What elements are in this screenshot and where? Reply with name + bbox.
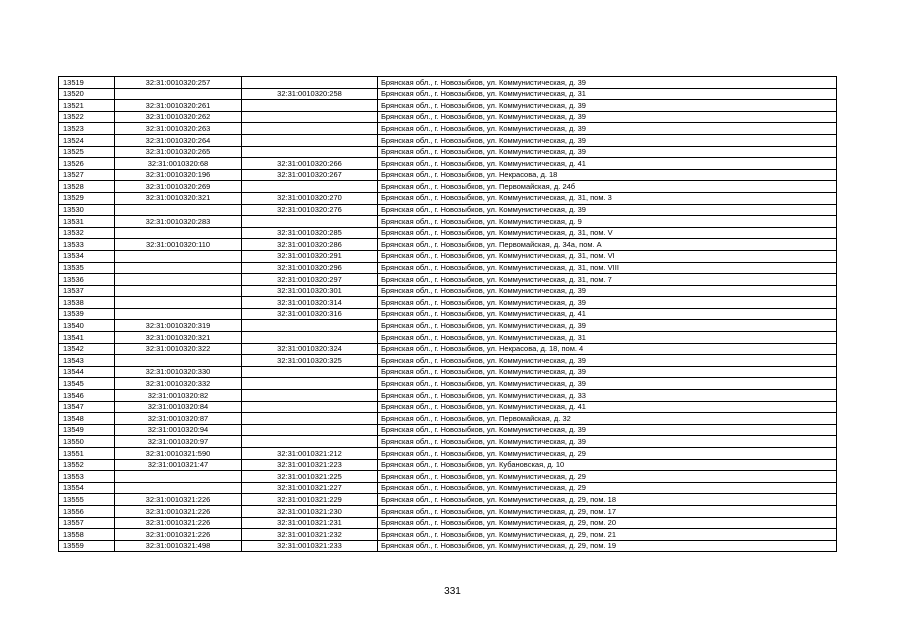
- table-row: [59, 134, 837, 146]
- address-cell: Брянская обл., г. Новозыбков, ул. Коммунистическая, д. 39: [378, 100, 837, 112]
- row-number-cell: 13536: [59, 274, 115, 286]
- cadastral-number-cell: [115, 308, 242, 320]
- cadastral-number-cell: 32:31:0010320:264: [115, 134, 242, 146]
- related-cadastral-number-cell: 32:31:0010321:223: [242, 459, 378, 471]
- row-number-cell: 13541: [59, 332, 115, 344]
- table-row: [59, 355, 837, 367]
- address-cell: Брянская обл., г. Новозыбков, ул. Коммунистическая, д. 41: [378, 308, 837, 320]
- related-cadastral-number-cell: [242, 436, 378, 448]
- row-number-cell: 13547: [59, 401, 115, 413]
- cadastral-number-cell: 32:31:0010320:263: [115, 123, 242, 135]
- address-cell: Брянская обл., г. Новозыбков, ул. Коммунистическая, д. 39: [378, 146, 837, 158]
- address-cell: Брянская обл., г. Новозыбков, ул. Коммунистическая, д. 41: [378, 401, 837, 413]
- row-number-cell: 13521: [59, 100, 115, 112]
- cadastral-number-cell: 32:31:0010321:590: [115, 448, 242, 460]
- cadastral-number-cell: [115, 471, 242, 483]
- row-number-cell: 13538: [59, 297, 115, 309]
- address-cell: Брянская обл., г. Новозыбков, ул. Коммунистическая, д. 31, пом. VI: [378, 250, 837, 262]
- table-row: [59, 366, 837, 378]
- table-row: [59, 146, 837, 158]
- table-row: [59, 181, 837, 193]
- row-number-cell: 13545: [59, 378, 115, 390]
- cadastral-number-cell: 32:31:0010321:226: [115, 505, 242, 517]
- row-number-cell: 13550: [59, 436, 115, 448]
- row-number-cell: 13540: [59, 320, 115, 332]
- address-cell: Брянская обл., г. Новозыбков, ул. Коммунистическая, д. 29, пом. 19: [378, 540, 837, 552]
- table-row: [59, 448, 837, 460]
- address-cell: Брянская обл., г. Новозыбков, ул. Коммунистическая, д. 39: [378, 285, 837, 297]
- row-number-cell: 13551: [59, 448, 115, 460]
- table-row: [59, 505, 837, 517]
- row-number-cell: 13531: [59, 216, 115, 228]
- related-cadastral-number-cell: 32:31:0010320:325: [242, 355, 378, 367]
- related-cadastral-number-cell: 32:31:0010320:297: [242, 274, 378, 286]
- related-cadastral-number-cell: [242, 378, 378, 390]
- cadastral-number-cell: [115, 297, 242, 309]
- address-cell: Брянская обл., г. Новозыбков, ул. Коммунистическая, д. 33: [378, 390, 837, 402]
- related-cadastral-number-cell: 32:31:0010320:314: [242, 297, 378, 309]
- row-number-cell: 13542: [59, 343, 115, 355]
- table-row: [59, 192, 837, 204]
- row-number-cell: 13519: [59, 77, 115, 89]
- address-cell: Брянская обл., г. Новозыбков, ул. Коммунистическая, д. 29, пом. 20: [378, 517, 837, 529]
- table-row: [59, 540, 837, 552]
- address-cell: Брянская обл., г. Новозыбков, ул. Кубановская, д. 10: [378, 459, 837, 471]
- table-row: [59, 77, 837, 89]
- address-cell: Брянская обл., г. Новозыбков, ул. Коммунистическая, д. 39: [378, 204, 837, 216]
- row-number-cell: 13558: [59, 529, 115, 541]
- related-cadastral-number-cell: 32:31:0010320:324: [242, 343, 378, 355]
- registry-table: [58, 76, 837, 552]
- table-row: [59, 262, 837, 274]
- cadastral-number-cell: 32:31:0010320:322: [115, 343, 242, 355]
- cadastral-number-cell: 32:31:0010320:265: [115, 146, 242, 158]
- cadastral-number-cell: [115, 274, 242, 286]
- address-cell: Брянская обл., г. Новозыбков, ул. Коммунистическая, д. 39: [378, 111, 837, 123]
- address-cell: Брянская обл., г. Новозыбков, ул. Первомайская, д. 24б: [378, 181, 837, 193]
- related-cadastral-number-cell: [242, 413, 378, 425]
- cadastral-number-cell: 32:31:0010320:110: [115, 239, 242, 251]
- cadastral-number-cell: 32:31:0010320:257: [115, 77, 242, 89]
- related-cadastral-number-cell: 32:31:0010320:258: [242, 88, 378, 100]
- table-row: [59, 320, 837, 332]
- address-cell: Брянская обл., г. Новозыбков, ул. Коммунистическая, д. 31, пом. VIII: [378, 262, 837, 274]
- address-cell: Брянская обл., г. Новозыбков, ул. Коммунистическая, д. 9: [378, 216, 837, 228]
- address-cell: Брянская обл., г. Новозыбков, ул. Коммунистическая, д. 39: [378, 355, 837, 367]
- table-row: [59, 529, 837, 541]
- related-cadastral-number-cell: [242, 123, 378, 135]
- related-cadastral-number-cell: [242, 390, 378, 402]
- row-number-cell: 13539: [59, 308, 115, 320]
- related-cadastral-number-cell: 32:31:0010320:267: [242, 169, 378, 181]
- table-row: [59, 216, 837, 228]
- table-row: [59, 285, 837, 297]
- row-number-cell: 13546: [59, 390, 115, 402]
- table-row: [59, 494, 837, 506]
- cadastral-number-cell: [115, 227, 242, 239]
- related-cadastral-number-cell: [242, 100, 378, 112]
- row-number-cell: 13535: [59, 262, 115, 274]
- related-cadastral-number-cell: 32:31:0010320:286: [242, 239, 378, 251]
- row-number-cell: 13520: [59, 88, 115, 100]
- cadastral-number-cell: [115, 482, 242, 494]
- cadastral-number-cell: 32:31:0010320:262: [115, 111, 242, 123]
- table-row: [59, 378, 837, 390]
- cadastral-number-cell: 32:31:0010320:196: [115, 169, 242, 181]
- table-row: [59, 413, 837, 425]
- address-cell: Брянская обл., г. Новозыбков, ул. Первомайская, д. 34а, пом. А: [378, 239, 837, 251]
- related-cadastral-number-cell: [242, 424, 378, 436]
- table-row: [59, 123, 837, 135]
- address-cell: Брянская обл., г. Новозыбков, ул. Коммунистическая, д. 29, пом. 17: [378, 505, 837, 517]
- cadastral-number-cell: [115, 285, 242, 297]
- cadastral-number-cell: 32:31:0010320:87: [115, 413, 242, 425]
- table-row: [59, 158, 837, 170]
- table-row: [59, 517, 837, 529]
- related-cadastral-number-cell: 32:31:0010320:276: [242, 204, 378, 216]
- address-cell: Брянская обл., г. Новозыбков, ул. Коммунистическая, д. 29, пом. 21: [378, 529, 837, 541]
- related-cadastral-number-cell: 32:31:0010320:285: [242, 227, 378, 239]
- related-cadastral-number-cell: [242, 366, 378, 378]
- address-cell: Брянская обл., г. Новозыбков, ул. Коммунистическая, д. 41: [378, 158, 837, 170]
- row-number-cell: 13523: [59, 123, 115, 135]
- table-row: [59, 88, 837, 100]
- row-number-cell: 13527: [59, 169, 115, 181]
- address-cell: Брянская обл., г. Новозыбков, ул. Коммунистическая, д. 39: [378, 134, 837, 146]
- address-cell: Брянская обл., г. Новозыбков, ул. Коммунистическая, д. 31: [378, 332, 837, 344]
- related-cadastral-number-cell: 32:31:0010321:225: [242, 471, 378, 483]
- table-row: [59, 204, 837, 216]
- cadastral-number-cell: 32:31:0010320:321: [115, 332, 242, 344]
- address-cell: Брянская обл., г. Новозыбков, ул. Коммунистическая, д. 29, пом. 18: [378, 494, 837, 506]
- related-cadastral-number-cell: 32:31:0010321:231: [242, 517, 378, 529]
- cadastral-number-cell: 32:31:0010320:94: [115, 424, 242, 436]
- cadastral-number-cell: 32:31:0010320:321: [115, 192, 242, 204]
- row-number-cell: 13554: [59, 482, 115, 494]
- cadastral-number-cell: 32:31:0010320:68: [115, 158, 242, 170]
- related-cadastral-number-cell: [242, 181, 378, 193]
- table-row: [59, 274, 837, 286]
- registry-table-body: [59, 77, 837, 552]
- row-number-cell: 13557: [59, 517, 115, 529]
- address-cell: Брянская обл., г. Новозыбков, ул. Коммунистическая, д. 39: [378, 320, 837, 332]
- address-cell: Брянская обл., г. Новозыбков, ул. Коммунистическая, д. 39: [378, 366, 837, 378]
- row-number-cell: 13555: [59, 494, 115, 506]
- address-cell: Брянская обл., г. Новозыбков, ул. Коммунистическая, д. 29: [378, 471, 837, 483]
- address-cell: Брянская обл., г. Новозыбков, ул. Коммунистическая, д. 39: [378, 378, 837, 390]
- address-cell: Брянская обл., г. Новозыбков, ул. Коммунистическая, д. 39: [378, 297, 837, 309]
- cadastral-number-cell: 32:31:0010320:330: [115, 366, 242, 378]
- row-number-cell: 13543: [59, 355, 115, 367]
- related-cadastral-number-cell: 32:31:0010321:227: [242, 482, 378, 494]
- table-row: [59, 436, 837, 448]
- related-cadastral-number-cell: [242, 401, 378, 413]
- related-cadastral-number-cell: [242, 111, 378, 123]
- row-number-cell: 13532: [59, 227, 115, 239]
- cadastral-number-cell: [115, 250, 242, 262]
- related-cadastral-number-cell: [242, 146, 378, 158]
- cadastral-number-cell: [115, 355, 242, 367]
- table-row: [59, 401, 837, 413]
- table-row: [59, 343, 837, 355]
- related-cadastral-number-cell: 32:31:0010320:316: [242, 308, 378, 320]
- row-number-cell: 13522: [59, 111, 115, 123]
- related-cadastral-number-cell: 32:31:0010321:233: [242, 540, 378, 552]
- related-cadastral-number-cell: 32:31:0010320:266: [242, 158, 378, 170]
- table-row: [59, 459, 837, 471]
- address-cell: Брянская обл., г. Новозыбков, ул. Коммунистическая, д. 31, пом. V: [378, 227, 837, 239]
- cadastral-number-cell: 32:31:0010320:261: [115, 100, 242, 112]
- cadastral-number-cell: 32:31:0010321:226: [115, 529, 242, 541]
- row-number-cell: 13529: [59, 192, 115, 204]
- row-number-cell: 13534: [59, 250, 115, 262]
- table-row: [59, 297, 837, 309]
- cadastral-number-cell: 32:31:0010320:269: [115, 181, 242, 193]
- related-cadastral-number-cell: 32:31:0010321:229: [242, 494, 378, 506]
- table-row: [59, 471, 837, 483]
- table-row: [59, 239, 837, 251]
- address-cell: Брянская обл., г. Новозыбков, ул. Коммунистическая, д. 39: [378, 424, 837, 436]
- related-cadastral-number-cell: [242, 216, 378, 228]
- related-cadastral-number-cell: 32:31:0010320:301: [242, 285, 378, 297]
- page-number: 331: [444, 586, 461, 597]
- related-cadastral-number-cell: [242, 332, 378, 344]
- table-row: [59, 482, 837, 494]
- address-cell: Брянская обл., г. Новозыбков, ул. Коммунистическая, д. 39: [378, 77, 837, 89]
- row-number-cell: 13559: [59, 540, 115, 552]
- cadastral-number-cell: 32:31:0010321:226: [115, 494, 242, 506]
- cadastral-number-cell: 32:31:0010320:319: [115, 320, 242, 332]
- table-row: [59, 250, 837, 262]
- address-cell: Брянская обл., г. Новозыбков, ул. Первомайская, д. 32: [378, 413, 837, 425]
- row-number-cell: 13533: [59, 239, 115, 251]
- related-cadastral-number-cell: 32:31:0010320:291: [242, 250, 378, 262]
- cadastral-number-cell: 32:31:0010321:498: [115, 540, 242, 552]
- related-cadastral-number-cell: 32:31:0010321:232: [242, 529, 378, 541]
- address-cell: Брянская обл., г. Новозыбков, ул. Коммунистическая, д. 39: [378, 123, 837, 135]
- related-cadastral-number-cell: 32:31:0010321:230: [242, 505, 378, 517]
- row-number-cell: 13525: [59, 146, 115, 158]
- address-cell: Брянская обл., г. Новозыбков, ул. Коммунистическая, д. 31, пом. 7: [378, 274, 837, 286]
- table-row: [59, 332, 837, 344]
- row-number-cell: 13526: [59, 158, 115, 170]
- related-cadastral-number-cell: [242, 320, 378, 332]
- row-number-cell: 13552: [59, 459, 115, 471]
- related-cadastral-number-cell: 32:31:0010320:270: [242, 192, 378, 204]
- cadastral-number-cell: 32:31:0010320:97: [115, 436, 242, 448]
- table-row: [59, 308, 837, 320]
- address-cell: Брянская обл., г. Новозыбков, ул. Коммунистическая, д. 39: [378, 436, 837, 448]
- row-number-cell: 13549: [59, 424, 115, 436]
- table-row: [59, 390, 837, 402]
- row-number-cell: 13544: [59, 366, 115, 378]
- address-cell: Брянская обл., г. Новозыбков, ул. Коммунистическая, д. 31: [378, 88, 837, 100]
- table-row: [59, 227, 837, 239]
- row-number-cell: 13548: [59, 413, 115, 425]
- table-row: [59, 169, 837, 181]
- row-number-cell: 13530: [59, 204, 115, 216]
- row-number-cell: 13553: [59, 471, 115, 483]
- cadastral-number-cell: [115, 204, 242, 216]
- cadastral-number-cell: 32:31:0010320:332: [115, 378, 242, 390]
- address-cell: Брянская обл., г. Новозыбков, ул. Коммунистическая, д. 29: [378, 482, 837, 494]
- address-cell: Брянская обл., г. Новозыбков, ул. Некрасова, д. 18, пом. 4: [378, 343, 837, 355]
- row-number-cell: 13524: [59, 134, 115, 146]
- cadastral-number-cell: 32:31:0010321:47: [115, 459, 242, 471]
- row-number-cell: 13528: [59, 181, 115, 193]
- cadastral-number-cell: 32:31:0010320:84: [115, 401, 242, 413]
- related-cadastral-number-cell: [242, 77, 378, 89]
- cadastral-number-cell: [115, 88, 242, 100]
- cadastral-number-cell: 32:31:0010320:283: [115, 216, 242, 228]
- address-cell: Брянская обл., г. Новозыбков, ул. Коммунистическая, д. 31, пом. 3: [378, 192, 837, 204]
- related-cadastral-number-cell: 32:31:0010320:296: [242, 262, 378, 274]
- row-number-cell: 13556: [59, 505, 115, 517]
- table-row: [59, 111, 837, 123]
- related-cadastral-number-cell: 32:31:0010321:212: [242, 448, 378, 460]
- table-row: [59, 424, 837, 436]
- row-number-cell: 13537: [59, 285, 115, 297]
- address-cell: Брянская обл., г. Новозыбков, ул. Некрасова, д. 18: [378, 169, 837, 181]
- cadastral-number-cell: 32:31:0010321:226: [115, 517, 242, 529]
- related-cadastral-number-cell: [242, 134, 378, 146]
- cadastral-number-cell: [115, 262, 242, 274]
- address-cell: Брянская обл., г. Новозыбков, ул. Коммунистическая, д. 29: [378, 448, 837, 460]
- cadastral-number-cell: 32:31:0010320:82: [115, 390, 242, 402]
- table-row: [59, 100, 837, 112]
